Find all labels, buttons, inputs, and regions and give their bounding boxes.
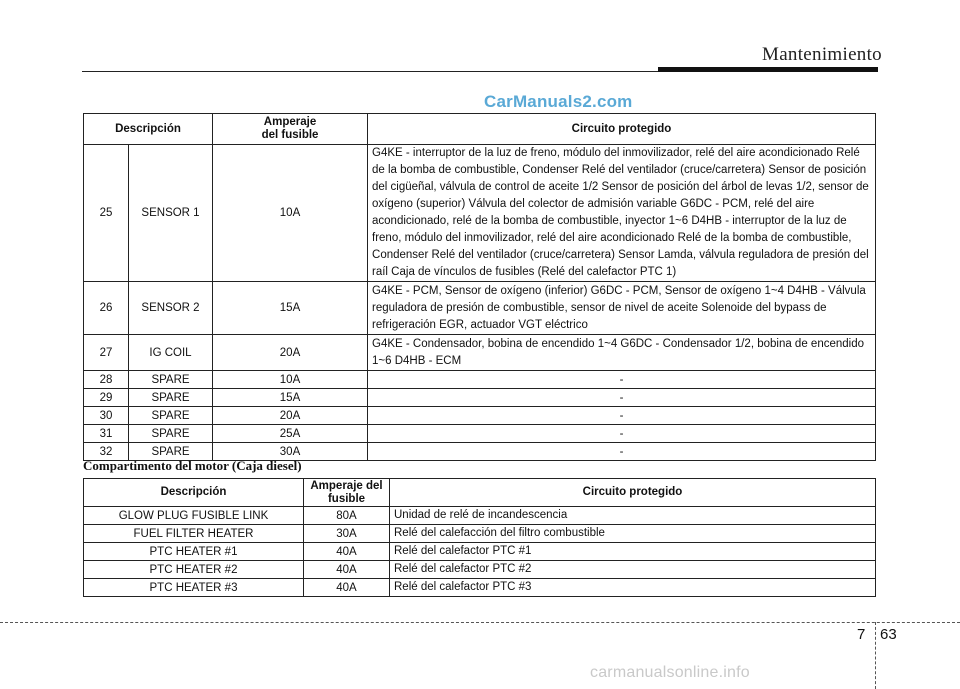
fuse-circuit: - [368,425,876,443]
fuse-circuit: - [368,389,876,407]
header-amperage-line2: fusible [327,492,366,505]
fuse-name: FUEL FILTER HEATER [84,525,304,543]
fuse-amperage: 15A [213,282,368,335]
header-description: Descripción [84,479,304,507]
fuse-number: 29 [84,389,129,407]
fuse-name: SPARE [129,371,213,389]
header-rule-accent [658,67,878,72]
fuse-circuit: Relé del calefactor PTC #3 [390,579,876,597]
watermark-bottom: carmanualsonline.info [590,664,750,681]
fuse-amperage: 30A [213,443,368,461]
fuse-name: SPARE [129,425,213,443]
fuse-table-gasoline [83,113,876,461]
fuse-amperage: 25A [213,425,368,443]
fuse-amperage: 20A [213,335,368,371]
header-amperage [304,479,390,507]
header-circuit: Circuito protegido [368,114,876,145]
fuse-name: IG COIL [129,335,213,371]
fuse-name: SPARE [129,389,213,407]
fuse-amperage: 20A [213,407,368,425]
header-description: Descripción [84,114,213,145]
fuse-name: PTC HEATER #2 [84,561,304,579]
fuse-amperage: 30A [304,525,390,543]
table-row [84,282,876,335]
diesel-section-title: Compartimento del motor (Caja diesel) [83,458,302,473]
fuse-number: 32 [84,443,129,461]
table-row [84,525,876,543]
watermark-top: CarManuals2.com [484,92,633,111]
fuse-amperage: 15A [213,389,368,407]
table-row [84,425,876,443]
fuse-circuit: - [368,371,876,389]
footer-divider [875,622,876,689]
page-header-title: Mantenimiento [762,44,882,65]
fuse-number: 26 [84,282,129,335]
table-header-row [84,114,876,145]
table-row [84,335,876,371]
fuse-number: 27 [84,335,129,371]
table-header-row [84,479,876,507]
fuse-amperage: 80A [304,507,390,525]
fuse-circuit: Relé del calefacción del filtro combustible [390,525,876,543]
table-row [84,543,876,561]
fuse-amperage: 10A [213,371,368,389]
fuse-circuit: G4KE - Condensador, bobina de encendido 1~4 G6DC - Condensador 1/2, bobina de encendido 1~6 D4HB - ECM [368,335,876,371]
fuse-number: 28 [84,371,129,389]
fuse-table-diesel [83,478,876,597]
fuse-name: PTC HEATER #3 [84,579,304,597]
fuse-circuit: - [368,443,876,461]
fuse-circuit: G4KE - PCM, Sensor de oxígeno (inferior) G6DC - PCM, Sensor de oxígeno 1~4 D4HB - Válvula reguladora de presión de combustible, sensor de nivel de aceite Solenoide del bypass de refrigeración EGR, actuador VGT eléctrico [368,282,876,335]
fuse-name: SPARE [129,443,213,461]
table-row [84,145,876,282]
fuse-name: SPARE [129,407,213,425]
fuse-circuit: - [368,407,876,425]
fuse-number: 31 [84,425,129,443]
fuse-amperage: 40A [304,561,390,579]
fuse-circuit: Relé del calefactor PTC #2 [390,561,876,579]
header-amperage-line1: Amperaje del [310,479,383,492]
fuse-circuit: Unidad de relé de incandescencia [390,507,876,525]
header-rule [82,71,658,72]
header-amperage-line1: Amperaje [263,116,317,128]
header-amperage [213,114,368,145]
fuse-amperage: 10A [213,145,368,282]
table-row [84,579,876,597]
fuse-amperage: 40A [304,543,390,561]
table-row [84,407,876,425]
fuse-number: 25 [84,145,129,282]
page-number: 63 [880,626,897,643]
header-circuit: Circuito protegido [390,479,876,507]
footer-rule [0,622,960,623]
table-row [84,389,876,407]
table-row [84,561,876,579]
fuse-name: SENSOR 1 [129,145,213,282]
fuse-circuit: G4KE - interruptor de la luz de freno, módulo del inmovilizador, relé del aire acondicionado Relé de la bomba de combustible, Condenser Relé del ventilador (cruce/carretera) Sensor de posición del cigüeñal, válvula de control de aceite 1/2 Sensor de posición del árbol de levas 1/2, sensor de oxígeno (superior) Válvula del colector de admisión variable G6DC - PCM, relé del aire acondicionado, relé de la bomba de combustible, inyector 1~6 D4HB - interruptor de la luz de freno, módulo del inmovilizador, relé del aire acondicionado Relé de la bomba de combustible, Condenser Relé del ventilador (cruce/carretera) Sensor Lamda, válvula reguladora de presión del raíl Caja de vínculos de fusibles (Relé del calefactor PTC 1) [368,145,876,282]
fuse-name: GLOW PLUG FUSIBLE LINK [84,507,304,525]
fuse-number: 30 [84,407,129,425]
table-row [84,371,876,389]
chapter-number: 7 [857,626,866,643]
fuse-circuit: Relé del calefactor PTC #1 [390,543,876,561]
fuse-name: PTC HEATER #1 [84,543,304,561]
fuse-name: SENSOR 2 [129,282,213,335]
fuse-amperage: 40A [304,579,390,597]
table-row [84,507,876,525]
header-amperage-line2: del fusible [261,129,319,141]
